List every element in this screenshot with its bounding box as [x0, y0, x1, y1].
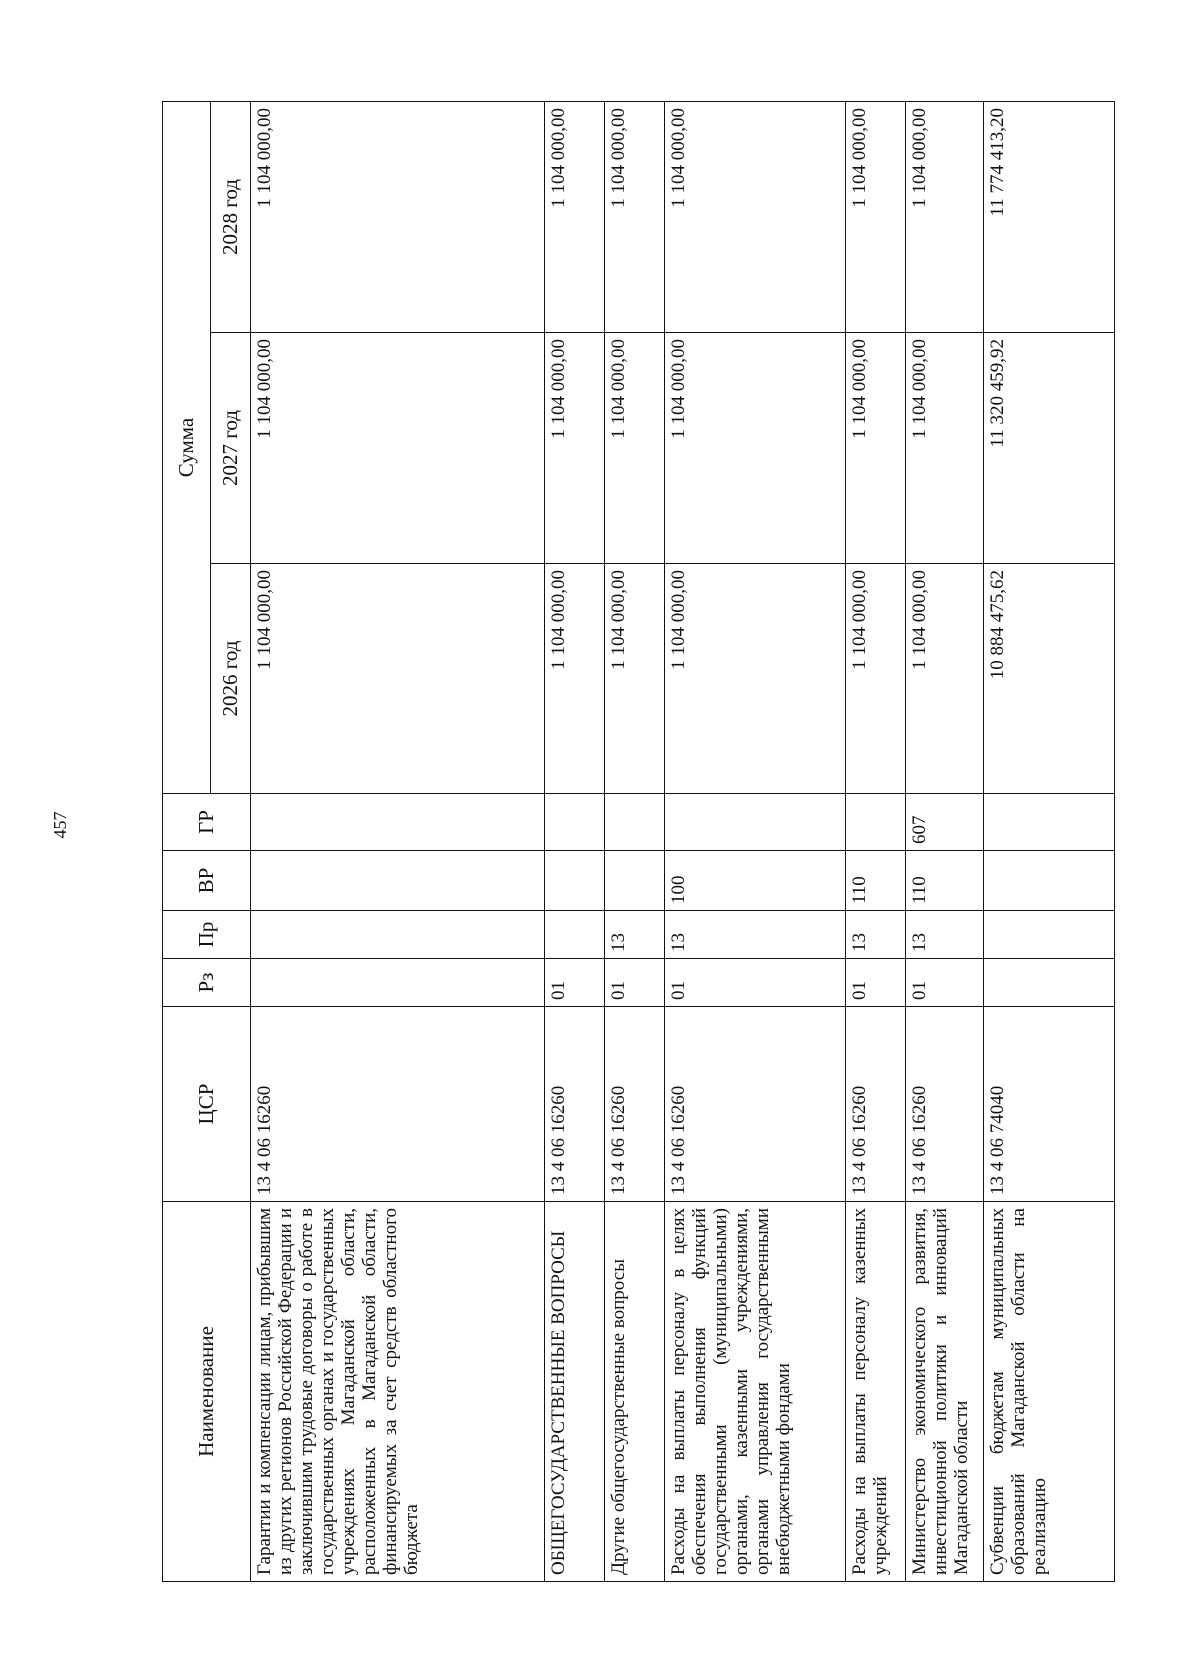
row-csr: 13 4 06 16260 — [251, 1007, 545, 1202]
row-sum-2026: 1 104 000,00 — [906, 564, 984, 794]
header-year-2028: 2028 год — [211, 102, 251, 333]
row-sum-2028: 1 104 000,00 — [665, 102, 846, 333]
row-vr: 110 — [906, 851, 984, 911]
row-rz: 01 — [605, 959, 665, 1007]
row-rz: 01 — [545, 959, 605, 1007]
header-gr: ГР — [163, 794, 251, 851]
table-row — [984, 102, 1115, 1582]
row-sum-2027: 1 104 000,00 — [251, 333, 545, 564]
row-sum-2027: 11 320 459,92 — [984, 333, 1115, 564]
row-gr — [984, 794, 1115, 851]
row-gr — [605, 794, 665, 851]
header-pr: Пр — [163, 911, 251, 959]
header-rz: Рз — [163, 959, 251, 1007]
header-name: Наименование — [163, 1202, 251, 1582]
row-pr — [251, 911, 545, 959]
table-row — [665, 102, 846, 1582]
row-name: Расходы на выплаты персоналу в целях обеспечения выполнения функций государственными (муниципальными) органами, казенными учреждениями, органами управления государственными внебюджетными фондами — [665, 1202, 846, 1582]
row-rz: 01 — [665, 959, 846, 1007]
row-name: Гарантии и компенсации лицам, прибывшим из других регионов Российской Федерации и заключившим трудовые договоры о работе в государственных органах и государственных учреждениях Магаданской области, расположенных в Магаданской области, финансируемых за счет средств областного бюджета — [251, 1202, 545, 1582]
row-csr: 13 4 06 16260 — [545, 1007, 605, 1202]
row-sum-2027: 1 104 000,00 — [665, 333, 846, 564]
row-sum-2028: 1 104 000,00 — [906, 102, 984, 333]
row-csr: 13 4 06 74040 — [984, 1007, 1115, 1202]
row-sum-2027: 1 104 000,00 — [906, 333, 984, 564]
row-sum-2026: 1 104 000,00 — [605, 564, 665, 794]
table-body — [251, 102, 1115, 1582]
row-pr — [545, 911, 605, 959]
row-sum-2027: 1 104 000,00 — [605, 333, 665, 564]
row-pr — [984, 911, 1115, 959]
row-vr — [545, 851, 605, 911]
row-rz — [984, 959, 1115, 1007]
row-sum-2026: 1 104 000,00 — [665, 564, 846, 794]
rotated-table-wrapper — [162, 102, 1114, 1582]
budget-table — [162, 101, 1115, 1582]
header-year-2027: 2027 год — [211, 333, 251, 564]
row-sum-2027: 1 104 000,00 — [846, 333, 906, 564]
row-sum-2028: 1 104 000,00 — [251, 102, 545, 333]
row-sum-2026: 1 104 000,00 — [545, 564, 605, 794]
table-row — [251, 102, 545, 1582]
row-name: Субвенции бюджетам муниципальных образований Магаданской области на реализацию — [984, 1202, 1115, 1582]
table-row — [545, 102, 605, 1582]
row-pr: 13 — [846, 911, 906, 959]
header-year-2026: 2026 год — [211, 564, 251, 794]
row-name: Расходы на выплаты персоналу казенных учреждений — [846, 1202, 906, 1582]
row-name: ОБЩЕГОСУДАРСТВЕННЫЕ ВОПРОСЫ — [545, 1202, 605, 1582]
row-pr: 13 — [605, 911, 665, 959]
table-row — [846, 102, 906, 1582]
row-name: Министерство экономического развития, инвестиционной политики и инноваций Магаданской области — [906, 1202, 984, 1582]
row-rz — [251, 959, 545, 1007]
row-sum-2028: 1 104 000,00 — [605, 102, 665, 333]
header-csr: ЦСР — [163, 1007, 251, 1202]
row-gr — [251, 794, 545, 851]
table-row — [605, 102, 665, 1582]
row-sum-2026: 1 104 000,00 — [251, 564, 545, 794]
row-name: Другие общегосударственные вопросы — [605, 1202, 665, 1582]
header-sum: Сумма — [163, 102, 211, 794]
row-pr: 13 — [665, 911, 846, 959]
row-csr: 13 4 06 16260 — [906, 1007, 984, 1202]
row-sum-2028: 1 104 000,00 — [846, 102, 906, 333]
row-rz: 01 — [846, 959, 906, 1007]
header-vr: ВР — [163, 851, 251, 911]
row-vr — [605, 851, 665, 911]
row-sum-2026: 1 104 000,00 — [846, 564, 906, 794]
row-pr: 13 — [906, 911, 984, 959]
row-vr: 110 — [846, 851, 906, 911]
row-csr: 13 4 06 16260 — [605, 1007, 665, 1202]
row-sum-2027: 1 104 000,00 — [545, 333, 605, 564]
row-csr: 13 4 06 16260 — [846, 1007, 906, 1202]
row-vr: 100 — [665, 851, 846, 911]
row-sum-2028: 11 774 413,20 — [984, 102, 1115, 333]
row-csr: 13 4 06 16260 — [665, 1007, 846, 1202]
row-sum-2026: 10 884 475,62 — [984, 564, 1115, 794]
row-rz: 01 — [906, 959, 984, 1007]
row-gr — [545, 794, 605, 851]
row-gr — [665, 794, 846, 851]
table-header — [163, 102, 251, 1582]
row-gr — [846, 794, 906, 851]
table-row — [906, 102, 984, 1582]
row-gr: 607 — [906, 794, 984, 851]
row-sum-2028: 1 104 000,00 — [545, 102, 605, 333]
row-vr — [984, 851, 1115, 911]
page-number: 457 — [50, 811, 70, 839]
row-vr — [251, 851, 545, 911]
